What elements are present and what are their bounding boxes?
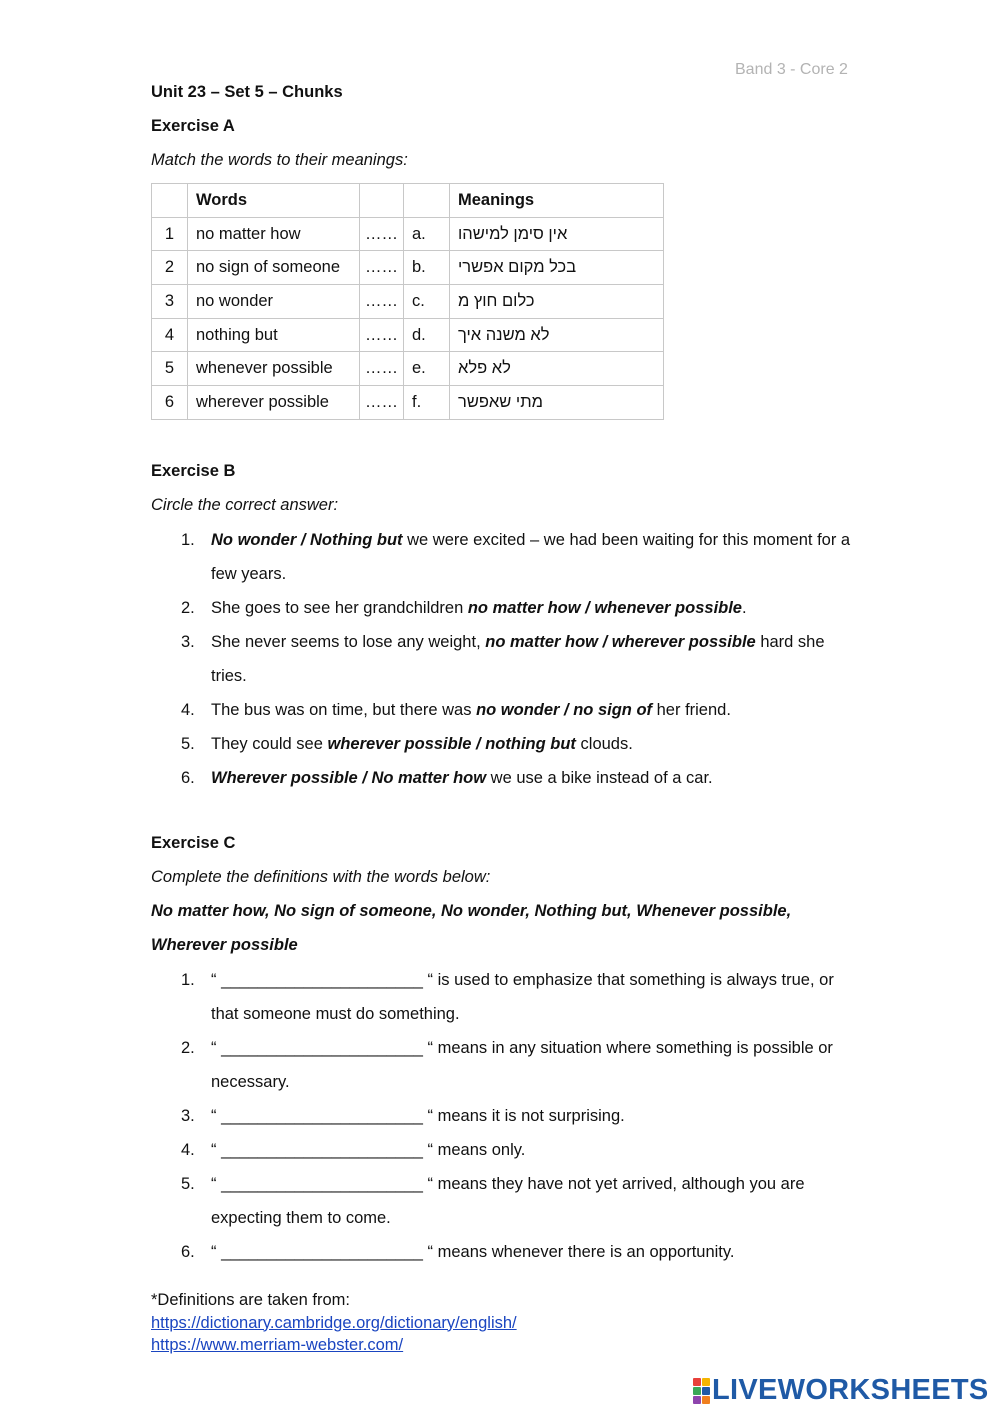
answer-blank[interactable]: “ ______________________ “	[211, 971, 434, 989]
row-number: 3	[152, 285, 188, 319]
list-item	[181, 625, 861, 693]
answer-blank[interactable]: “ ______________________ “	[211, 1243, 434, 1261]
item-number: 6.	[181, 1243, 195, 1261]
item-number: 4.	[181, 701, 195, 719]
exercise-c-heading: Exercise C	[151, 834, 236, 852]
answer-choices[interactable]: Wherever possible / No matter how	[211, 769, 487, 787]
row-word: no sign of someone	[188, 251, 360, 285]
exercise-b-list	[181, 523, 861, 795]
item-number: 6.	[181, 769, 195, 787]
item-number: 5.	[181, 735, 195, 753]
item-text: means only.	[433, 1141, 526, 1159]
item-text: She goes to see her grandchildren	[211, 599, 468, 617]
answer-choices[interactable]: no matter how / whenever possible	[467, 599, 742, 617]
row-letter: b.	[404, 251, 450, 285]
item-text: .	[742, 599, 747, 617]
answer-blank[interactable]: ……	[360, 217, 404, 251]
item-number: 2.	[181, 599, 195, 617]
item-text: hard she tries.	[211, 633, 825, 685]
item-number: 3.	[181, 1107, 195, 1125]
item-text: we were excited – we had been waiting for this moment for a few years.	[211, 531, 851, 583]
item-number: 5.	[181, 1175, 195, 1193]
item-text: we use a bike instead of a car.	[486, 769, 713, 787]
liveworksheets-logo	[693, 1374, 989, 1407]
list-item	[181, 1235, 861, 1269]
list-item	[181, 727, 861, 761]
row-meaning: אין סימן למישהו	[450, 217, 664, 251]
row-letter: c.	[404, 285, 450, 319]
item-text: means it is not surprising.	[433, 1107, 625, 1125]
row-letter: d.	[404, 318, 450, 352]
word-bank-line-2: Wherever possible	[151, 936, 298, 954]
row-meaning: לא משנה איך	[450, 318, 664, 352]
item-text: She never seems to lose any weight,	[211, 633, 486, 651]
table-row	[152, 352, 664, 386]
exercise-c-list	[181, 963, 861, 1269]
list-item	[181, 1167, 861, 1235]
list-item	[181, 1031, 861, 1099]
answer-choices[interactable]: no wonder / no sign of	[476, 701, 653, 719]
list-item	[181, 693, 861, 727]
answer-blank[interactable]: ……	[360, 352, 404, 386]
item-number: 1.	[181, 531, 195, 549]
row-meaning: לא פלא	[450, 352, 664, 386]
band-label: Band 3 - Core 2	[735, 61, 848, 78]
item-text: is used to emphasize that something is always true, or that someone must do something.	[211, 971, 834, 1023]
row-number: 4	[152, 318, 188, 352]
row-meaning: מתי שאפשר	[450, 386, 664, 420]
answer-choices[interactable]: wherever possible / nothing but	[327, 735, 576, 753]
answer-blank[interactable]: ……	[360, 318, 404, 352]
exercise-b-instruction: Circle the correct answer:	[151, 496, 339, 514]
answer-blank[interactable]: “ ______________________ “	[211, 1141, 434, 1159]
column-header-words: Words	[188, 184, 360, 218]
list-item	[181, 1133, 861, 1167]
row-word: nothing but	[188, 318, 360, 352]
table-header-row	[152, 184, 664, 218]
row-letter: f.	[404, 386, 450, 420]
row-number: 6	[152, 386, 188, 420]
row-number: 5	[152, 352, 188, 386]
item-text: The bus was on time, but there was	[211, 701, 477, 719]
item-number: 3.	[181, 633, 195, 651]
answer-blank[interactable]: ……	[360, 285, 404, 319]
row-meaning: כלום חוץ מ	[450, 285, 664, 319]
row-number: 2	[152, 251, 188, 285]
list-item	[181, 1099, 861, 1133]
answer-blank[interactable]: “ ______________________ “	[211, 1175, 434, 1193]
item-text: clouds.	[575, 735, 633, 753]
table-row	[152, 217, 664, 251]
table-row	[152, 318, 664, 352]
row-letter: a.	[404, 217, 450, 251]
answer-choices[interactable]: no matter how / wherever possible	[485, 633, 756, 651]
logo-text: LIVEWORKSHEETS	[712, 1374, 989, 1406]
list-item	[181, 523, 861, 591]
item-number: 4.	[181, 1141, 195, 1159]
list-item	[181, 963, 861, 1031]
row-word: wherever possible	[188, 386, 360, 420]
cambridge-link[interactable]: https://dictionary.cambridge.org/dictionary/english/	[151, 1313, 517, 1332]
item-number: 2.	[181, 1039, 195, 1057]
row-word: no matter how	[188, 217, 360, 251]
list-item	[181, 761, 861, 795]
item-text: means in any situation where something is possible or necessary.	[211, 1039, 833, 1091]
row-meaning: בכל מקום אפשרי	[450, 251, 664, 285]
item-text: means whenever there is an opportunity.	[433, 1243, 735, 1261]
word-bank-line-1: No matter how, No sign of someone, No wonder, Nothing but, Whenever possible,	[151, 902, 792, 920]
answer-blank[interactable]: ……	[360, 251, 404, 285]
references-note: *Definitions are taken from:	[151, 1291, 351, 1309]
item-text: They could see	[211, 735, 328, 753]
item-number: 1.	[181, 971, 195, 989]
exercise-b-heading: Exercise B	[151, 462, 236, 480]
exercise-c-instruction: Complete the definitions with the words below:	[151, 868, 491, 886]
exercise-a-heading: Exercise A	[151, 117, 235, 135]
table-row	[152, 285, 664, 319]
page-title: Unit 23 – Set 5 – Chunks	[151, 83, 343, 101]
row-number: 1	[152, 217, 188, 251]
item-text: means they have not yet arrived, although you are expecting them to come.	[211, 1175, 805, 1227]
exercise-a-instruction: Match the words to their meanings:	[151, 151, 408, 169]
answer-blank[interactable]: ……	[360, 386, 404, 420]
answer-blank[interactable]: “ ______________________ “	[211, 1039, 434, 1057]
row-letter: e.	[404, 352, 450, 386]
matching-table	[151, 183, 664, 420]
references	[151, 1289, 517, 1357]
row-word: whenever possible	[188, 352, 360, 386]
item-text: her friend.	[652, 701, 731, 719]
column-header-meanings: Meanings	[450, 184, 664, 218]
answer-blank[interactable]: “ ______________________ “	[211, 1107, 434, 1125]
row-word: no wonder	[188, 285, 360, 319]
merriam-webster-link[interactable]: https://www.merriam-webster.com/	[151, 1336, 404, 1354]
table-row	[152, 386, 664, 420]
logo-grid-icon	[693, 1378, 710, 1404]
list-item	[181, 591, 861, 625]
answer-choices[interactable]: No wonder / Nothing but	[211, 531, 403, 549]
table-row	[152, 251, 664, 285]
